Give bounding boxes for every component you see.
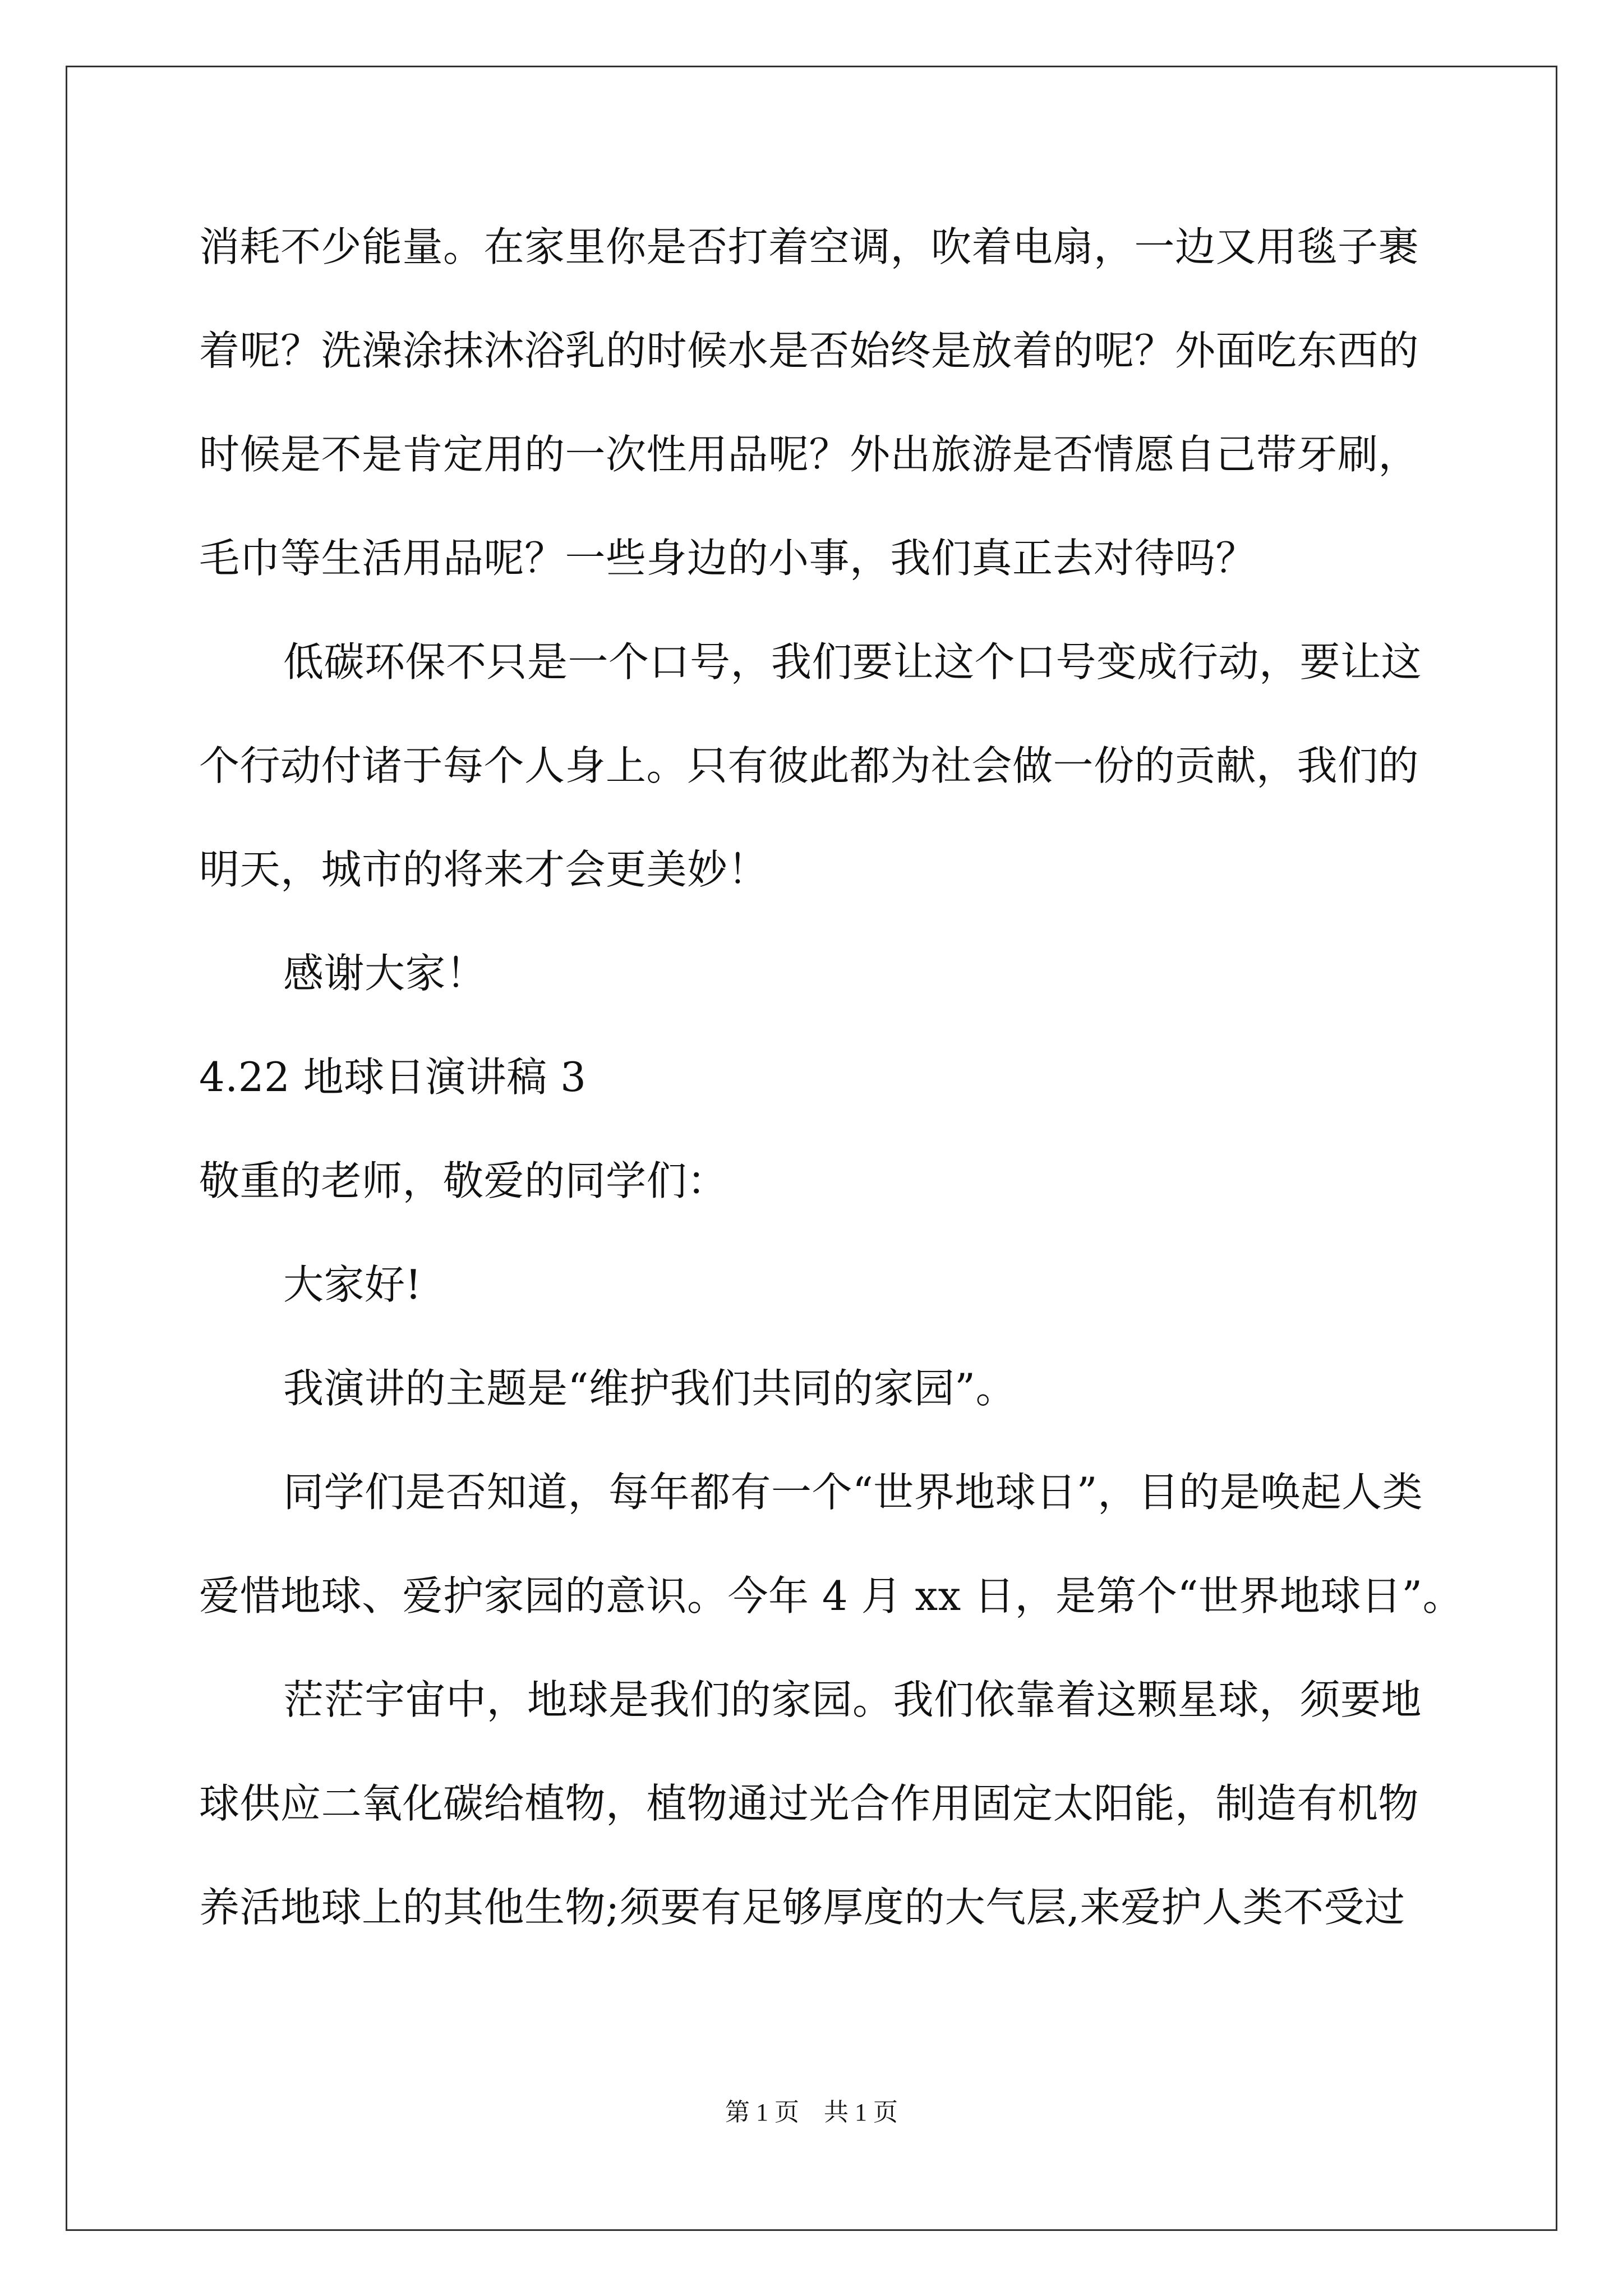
salutation-line: 敬重的老师，敬爱的同学们： bbox=[199, 1157, 728, 1204]
paragraph-line: 个行动付诸于每个人身上。只有彼此都为社会做一份的贡献，我们的 bbox=[199, 742, 1419, 789]
total-pages: 共 1 页 bbox=[824, 2099, 898, 2126]
paragraph-line: 爱惜地球、爱护家园的意识。今年 4 月 xx 日，是第个“世界地球日”。 bbox=[199, 1572, 1464, 1619]
paragraph-line: 同学们是否知道，每年都有一个“世界地球日”，目的是唤起人类 bbox=[283, 1469, 1423, 1516]
paragraph-line: 消耗不少能量。在家里你是否打着空调，吹着电扇，一边又用毯子裹 bbox=[199, 223, 1419, 270]
paragraph-line: 我演讲的主题是“维护我们共同的家园”。 bbox=[283, 1365, 1017, 1412]
paragraph-line: 明天，城市的将来才会更美妙！ bbox=[199, 846, 769, 893]
paragraph-line: 球供应二氧化碳给植物，植物通过光合作用固定太阳能，制造有机物 bbox=[199, 1780, 1419, 1827]
paragraph-line: 养活地球上的其他生物;须要有足够厚度的大气层,来爱护人类不受过 bbox=[199, 1884, 1405, 1931]
section-heading: 4.22 地球日演讲稿 3 bbox=[199, 1053, 587, 1101]
paragraph-line: 茫茫宇宙中，地球是我们的家园。我们依靠着这颗星球，须要地 bbox=[283, 1676, 1422, 1723]
paragraph-line: 毛巾等生活用品呢？一些身边的小事，我们真正去对待吗？ bbox=[199, 535, 1257, 582]
greeting-line: 大家好! bbox=[283, 1261, 422, 1308]
page-number: 第 1 页 bbox=[725, 2099, 799, 2126]
page-footer bbox=[0, 2096, 1623, 2129]
closing-line: 感谢大家！ bbox=[283, 950, 487, 997]
paragraph-line: 时候是不是肯定用的一次性用品呢？外出旅游是否情愿自己带牙刷， bbox=[199, 431, 1419, 478]
paragraph-line: 低碳环保不只是一个口号，我们要让这个口号变成行动，要让这 bbox=[283, 638, 1422, 685]
paragraph-line: 着呢？洗澡涂抹沐浴乳的时候水是否始终是放着的呢？外面吃东西的 bbox=[199, 327, 1419, 374]
